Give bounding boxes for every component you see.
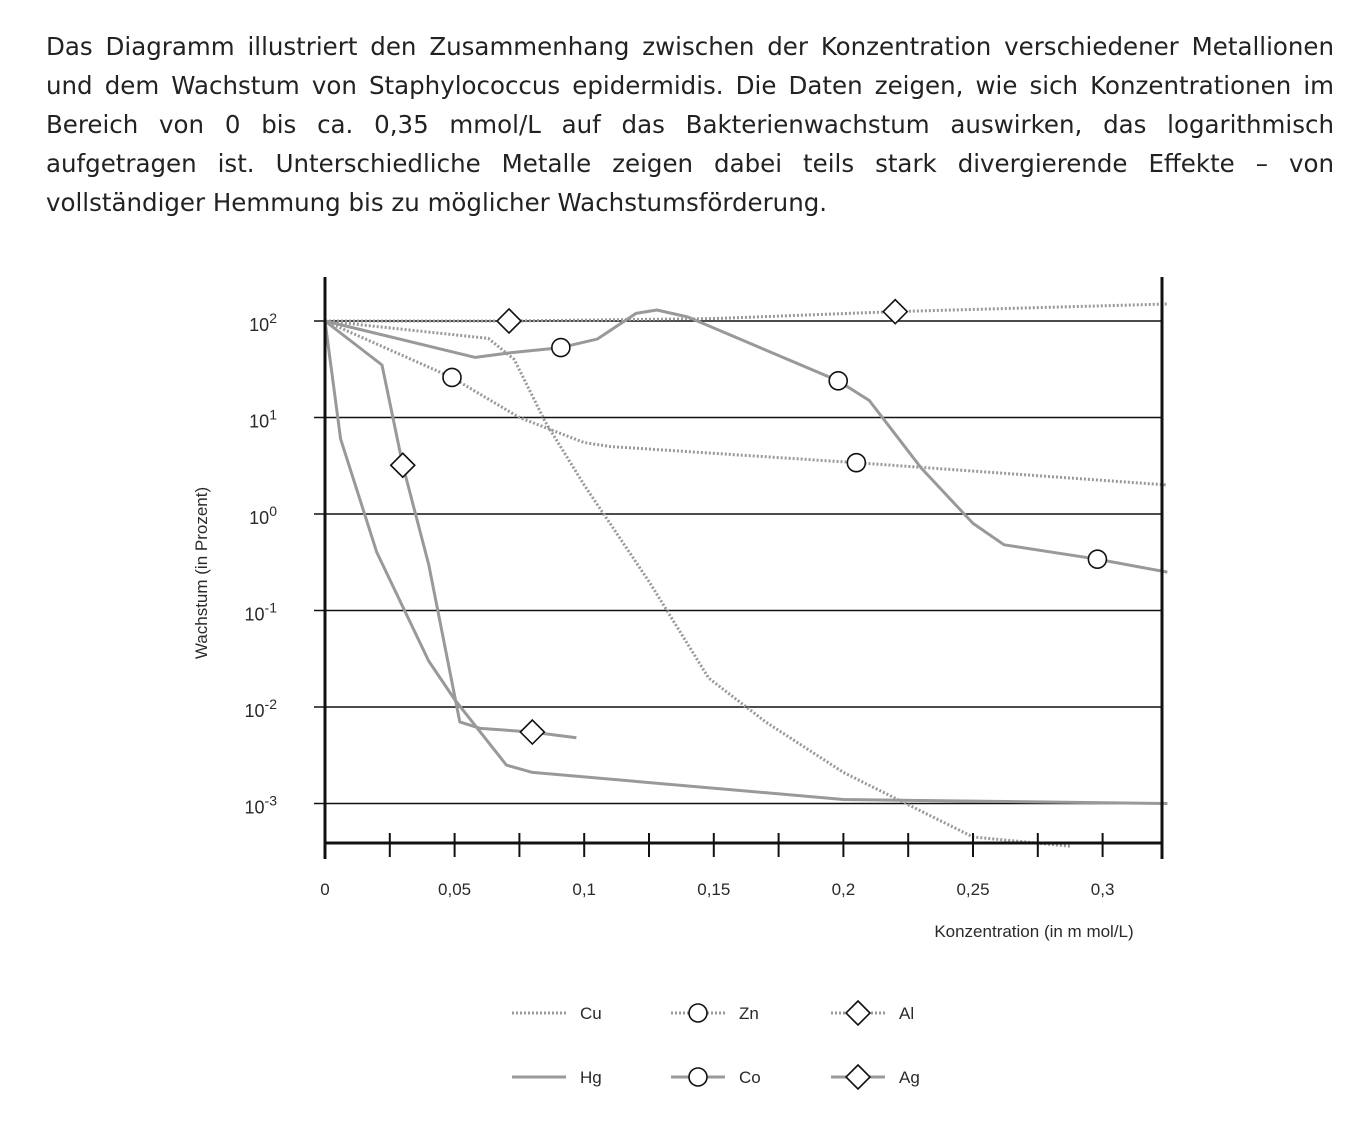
marker-al-1 <box>497 309 521 333</box>
legend-marker-zn <box>689 1004 707 1022</box>
marker-zn-2 <box>847 454 865 472</box>
marker-co-1 <box>552 339 570 357</box>
tick-labels <box>245 310 1115 899</box>
legend <box>512 1001 920 1089</box>
legend-label-hg: Hg <box>580 1068 602 1087</box>
x-tick-label-0-05: 0,05 <box>438 880 472 899</box>
legend-marker-al <box>846 1001 870 1025</box>
legend-label-zn: Zn <box>739 1004 759 1023</box>
legend-label-cu: Cu <box>580 1004 602 1023</box>
legend-label-ag: Ag <box>899 1068 920 1087</box>
y-tick-label--1: $10^{-1}$ <box>244 599 277 625</box>
gridlines <box>314 321 1162 804</box>
series-line-zn <box>325 321 1167 485</box>
x-axis-label: Konzentration (in m mol/L) <box>934 922 1134 941</box>
series-line-hg <box>325 321 1167 804</box>
y-axis-label: Wachstum (in Prozent) <box>192 486 211 660</box>
series-line-co <box>325 310 1167 572</box>
intro-paragraph: Das Diagramm illustriert den Zusammenhang zwischen der Konzentration verschiedener Metallionen und dem Wachstum von Staphylococcus epidermidis. Die Daten zeigen, wie sich Konzentrationen im Bereich von 0 bis ca. 0,35 mmol/L auf das Bakterienwachstum auswirken, das logarithmisch aufgetragen ist. Unterschiedliche Metalle zeigen dabei teils stark divergierende Effekte – von vollständiger Hemmung bis zu möglicher Wachstumsförderung. <box>46 32 1334 217</box>
legend-label-al: Al <box>899 1004 915 1023</box>
legend-marker-co <box>689 1068 707 1086</box>
y-tick-label-1: $10^1$ <box>249 406 277 432</box>
axes <box>325 277 1162 859</box>
y-tick-label--3: $10^{-3}$ <box>244 792 277 818</box>
x-tick-label-0-15: 0,15 <box>697 880 731 899</box>
x-tick-label-0-25: 0,25 <box>956 880 990 899</box>
x-tick-label-0: 0 <box>320 880 330 899</box>
y-tick-label-0: $10^0$ <box>249 503 277 528</box>
x-tick-label-0-1: 0,1 <box>572 880 597 899</box>
series-markers <box>391 300 1107 744</box>
marker-ag-2 <box>520 720 544 744</box>
marker-al-2 <box>883 300 907 324</box>
x-tick-label-0-2: 0,2 <box>831 880 856 899</box>
series-line-al <box>325 304 1167 321</box>
x-tick-label-0-3: 0,3 <box>1090 880 1115 899</box>
y-tick-label--2: $10^{-2}$ <box>244 696 277 721</box>
series-line-cu <box>325 321 1072 846</box>
legend-label-co: Co <box>739 1068 761 1087</box>
marker-zn-1 <box>443 368 461 386</box>
marker-co-2 <box>829 372 847 390</box>
legend-marker-ag <box>846 1065 870 1089</box>
marker-ag-1 <box>391 453 415 477</box>
y-tick-label-2: $10^2$ <box>249 310 277 335</box>
marker-co-3 <box>1088 550 1106 568</box>
